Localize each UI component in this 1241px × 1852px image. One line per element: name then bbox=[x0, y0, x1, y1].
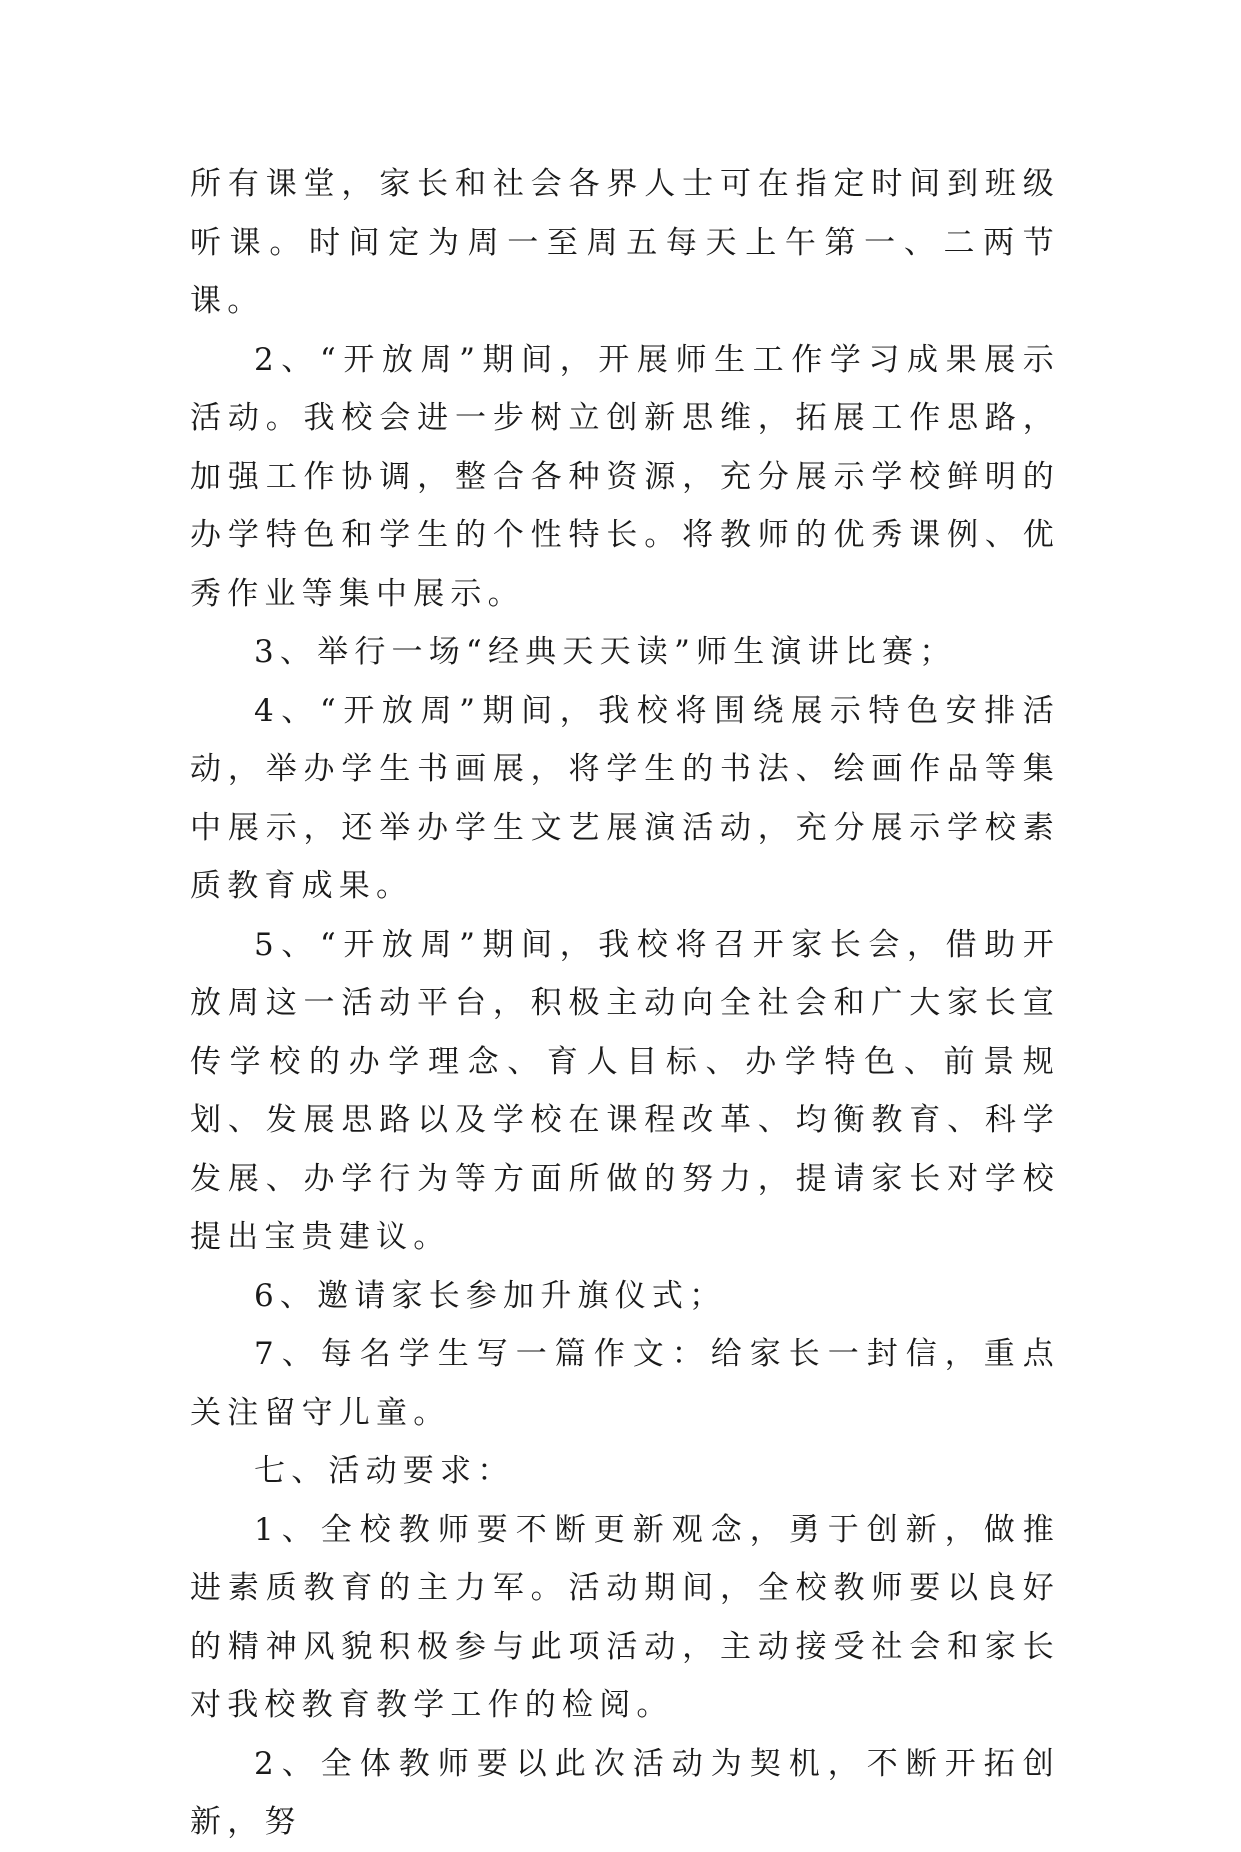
paragraph-requirement-2: 2、全体教师要以此次活动为契机，不断开拓创新，努 bbox=[190, 1745, 1060, 1840]
paragraph-item-5-parent-meeting: 5、“开放周”期间，我校将召开家长会，借助开放周这一活动平台，积极主动向全社会和广大家长宣传学校的办学理念、育人目标、办学特色、前景规划、发展思路以及学校在课程改革、均衡教育、科学发展、办学行为等方面所做的努力，提请家长对学校提出宝贵建议。 bbox=[190, 926, 1060, 1255]
paragraph-requirement-1: 1、全校教师要不断更新观念，勇于创新，做推进素质教育的主力军。活动期间，全校教师要以良好的精神风貌积极参与此项活动，主动接受社会和家长对我校教育教学工作的检阅。 bbox=[190, 1511, 1060, 1723]
document-body bbox=[190, 155, 1060, 1852]
paragraph-item-4-art-exhibition: 4、“开放周”期间，我校将围绕展示特色安排活动，举办学生书画展，将学生的书法、绘画作品等集中展示，还举办学生文艺展演活动，充分展示学校素质教育成果。 bbox=[190, 692, 1060, 904]
paragraph-item-3-speech-contest: 3、举行一场“经典天天读”师生演讲比赛； bbox=[254, 634, 957, 670]
paragraph-item-2-achievements-display: 2、“开放周”期间，开展师生工作学习成果展示活动。我校会进一步树立创新思维，拓展工作思路，加强工作协调，整合各种资源，充分展示学校鲜明的办学特色和学生的个性特长。将教师的优秀课例、优秀作业等集中展示。 bbox=[190, 341, 1060, 612]
section-heading-activity-requirements: 七、活动要求： bbox=[254, 1453, 515, 1489]
paragraph-item-7-letter-to-parents: 7、每名学生写一篇作文：给家长一封信，重点关注留守儿童。 bbox=[190, 1336, 1060, 1431]
paragraph-visiting-classes: 所有课堂，家长和社会各界人士可在指定时间到班级听课。时间定为周一至周五每天上午第一、二两节课。 bbox=[190, 166, 1060, 319]
paragraph-item-6-flag-ceremony: 6、邀请家长参加升旗仪式； bbox=[254, 1277, 727, 1314]
